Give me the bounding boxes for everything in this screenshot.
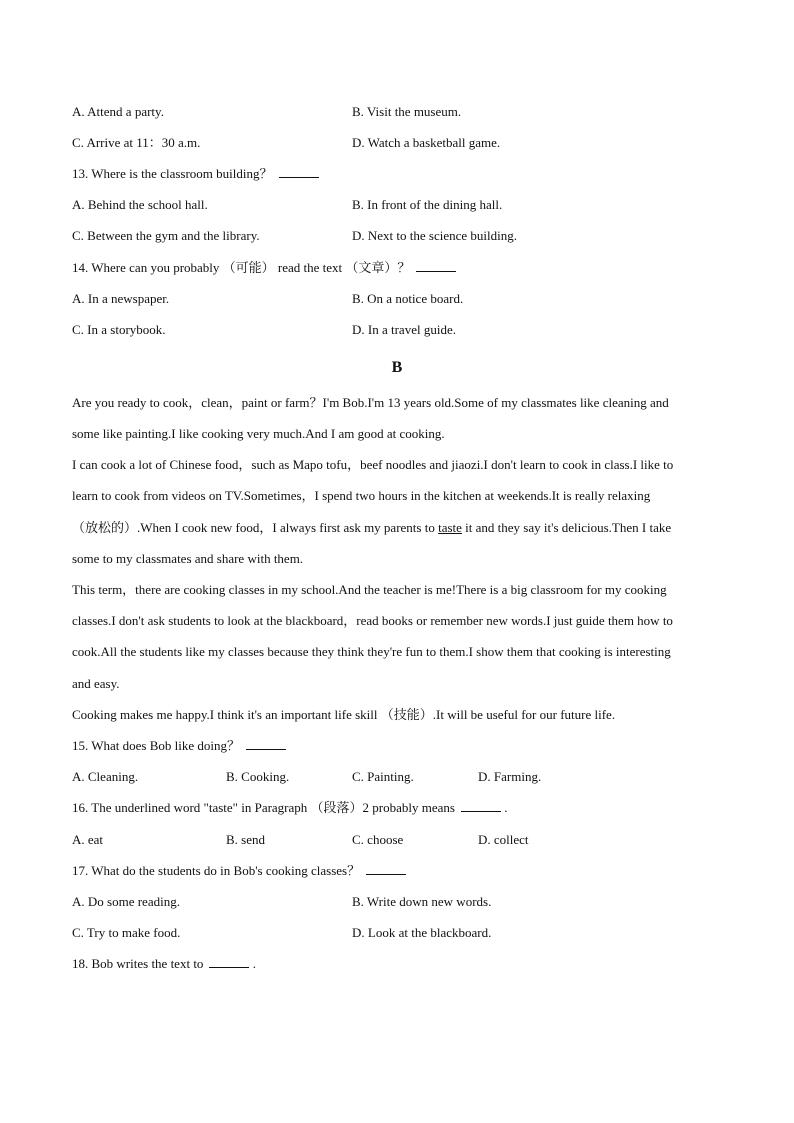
q12-option-a: A. Attend a party. <box>72 104 164 119</box>
q13-option-c: C. Between the gym and the library. <box>72 228 260 243</box>
q17-option-c: C. Try to make food. <box>72 925 181 940</box>
passage-p2-line-3 <box>72 520 671 536</box>
q17-option-a: A. Do some reading. <box>72 894 180 909</box>
q13-question <box>72 166 319 182</box>
q13-options-row-1 <box>72 197 732 213</box>
q13-answer-blank <box>279 166 319 178</box>
q14-stem: 14. Where can you probably （可能） read the text （文章）？ <box>72 260 411 275</box>
q18-stem: 18. Bob writes the text to <box>72 956 204 971</box>
passage-p3-line-2: classes.I don't ask students to look at the blackboard，read books or remember new words.I just guide them how to <box>72 613 673 628</box>
q12-option-b: B. Visit the museum. <box>352 104 462 119</box>
underlined-word-taste: taste <box>438 520 462 535</box>
q17-options-row-1 <box>72 894 732 910</box>
q12-options-row-2 <box>72 135 732 151</box>
q17-question <box>72 863 406 879</box>
q17-stem: 17. What do the students do in Bob's cooking classes？ <box>72 863 361 878</box>
q18-answer-blank <box>209 956 249 968</box>
q12-option-d: D. Watch a basketball game. <box>352 135 501 150</box>
passage-p4-line-1: Cooking makes me happy.I think it's an important life skill （技能）.It will be useful for our future life. <box>72 707 616 722</box>
q14-options-row-2 <box>72 322 732 338</box>
q13-option-a: A. Behind the school hall. <box>72 197 208 212</box>
q16-option-d: D. collect <box>478 832 529 847</box>
q15-option-c: C. Painting. <box>352 769 414 784</box>
q15-option-b: B. Cooking. <box>226 769 290 784</box>
q13-option-d: D. Next to the science building. <box>352 228 517 243</box>
q12-option-c: C. Arrive at 11：30 a.m. <box>72 135 201 150</box>
q13-options-row-2 <box>72 228 732 244</box>
q14-option-b: B. On a notice board. <box>352 291 464 306</box>
q14-option-c: C. In a storybook. <box>72 322 166 337</box>
q18-stem-end: . <box>249 956 256 971</box>
q16-question <box>72 800 507 816</box>
passage-p2-line-1: I can cook a lot of Chinese food，such as Mapo tofu，beef noodles and jiaozi.I don't learn to cook in class.I like to <box>72 457 674 472</box>
q13-option-b: B. In front of the dining hall. <box>352 197 503 212</box>
q16-answer-blank <box>461 800 501 812</box>
passage-p1-line-2: some like painting.I like cooking very much.And I am good at cooking. <box>72 426 445 441</box>
passage-p3-line-3: cook.All the students like my classes because they think they're fun to them.I show them that cooking is interesting <box>72 644 671 659</box>
q16-option-c: C. choose <box>352 832 404 847</box>
q14-option-a: A. In a newspaper. <box>72 291 170 306</box>
q12-options-row-1 <box>72 104 732 120</box>
q14-options-row-1 <box>72 291 732 307</box>
q15-question <box>72 738 286 754</box>
q16-options-row <box>72 832 732 848</box>
passage-p2-line-4: some to my classmates and share with them. <box>72 551 304 566</box>
q16-stem: 16. The underlined word "taste" in Paragraph （段落）2 probably means <box>72 800 455 815</box>
q14-answer-blank <box>416 260 456 272</box>
q16-stem-end: . <box>500 800 508 815</box>
q17-option-b: B. Write down new words. <box>352 894 492 909</box>
q15-option-d: D. Farming. <box>478 769 542 784</box>
q16-option-a: A. eat <box>72 832 104 847</box>
section-b-title: B <box>391 359 403 376</box>
passage-p2-line-3-start: （放松的）.When I cook new food，I always first ask my parents to <box>72 520 439 535</box>
q13-stem: 13. Where is the classroom building？ <box>72 166 273 181</box>
q17-options-row-2 <box>72 925 732 941</box>
q15-answer-blank <box>246 738 286 750</box>
q15-stem: 15. What does Bob like doing？ <box>72 738 241 753</box>
passage-p3-line-4: and easy. <box>72 676 120 691</box>
q15-option-a: A. Cleaning. <box>72 769 139 784</box>
passage-p2-line-2: learn to cook from videos on TV.Sometimes，I spend two hours in the kitchen at weekends.It is really relaxing <box>72 488 651 503</box>
passage-p2-line-3-end: it and they say it's delicious.Then I take <box>461 520 672 535</box>
passage-p1-line-1: Are you ready to cook，clean，paint or farm？I'm Bob.I'm 13 years old.Some of my classmates like cleaning and <box>72 395 669 410</box>
q16-option-b: B. send <box>226 832 265 847</box>
q18-question <box>72 956 256 972</box>
q15-options-row <box>72 769 732 785</box>
q17-answer-blank <box>366 863 406 875</box>
q14-option-d: D. In a travel guide. <box>352 322 456 337</box>
q14-question <box>72 260 456 276</box>
q17-option-d: D. Look at the blackboard. <box>352 925 492 940</box>
passage-p3-line-1: This term，there are cooking classes in my school.And the teacher is me!There is a big classroom for my cooking <box>72 582 667 597</box>
